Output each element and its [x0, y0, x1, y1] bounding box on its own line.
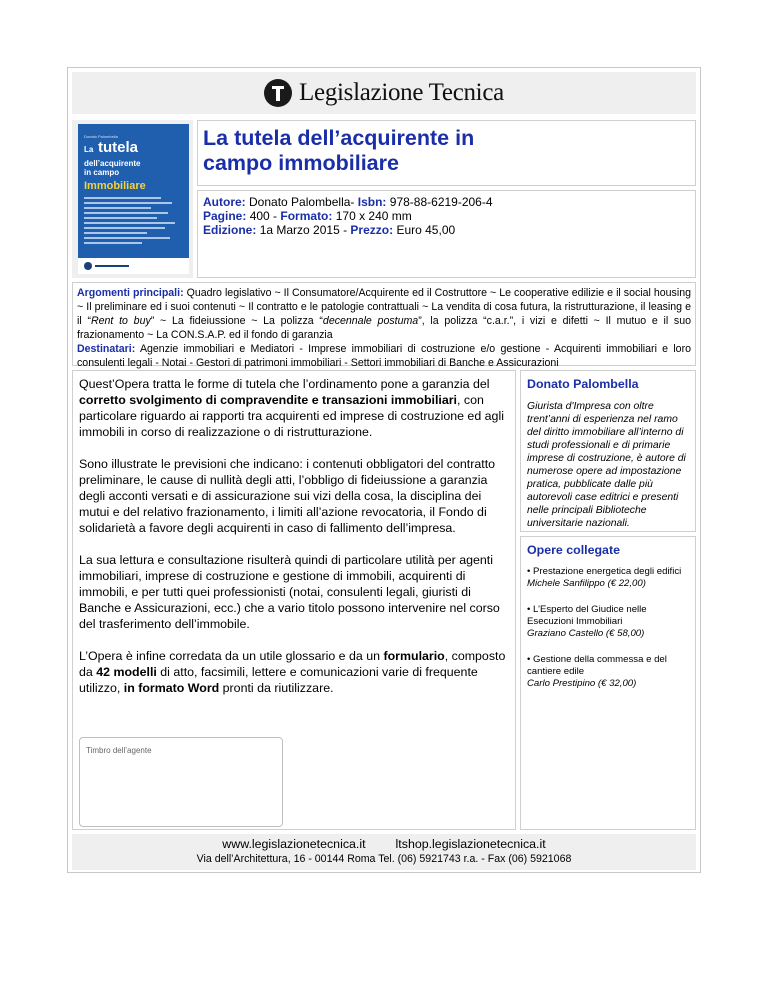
description-box [72, 370, 516, 830]
cover-publisher-band [78, 258, 189, 274]
footer [72, 834, 696, 870]
cover-cell [72, 120, 193, 278]
footer-urls [72, 837, 696, 852]
meta-price: Euro 45,00 [396, 223, 456, 237]
agent-stamp-label: Timbro dell’agente [86, 746, 152, 755]
related-heading: Opere collegate [527, 543, 620, 557]
book-cover-image [78, 124, 189, 274]
cover-title-tutela: tutela [98, 139, 139, 156]
agent-stamp-area [79, 737, 283, 827]
cover-contents-lines [84, 197, 180, 247]
description-paragraph-2: Sono illustrate le previsioni che indicano: i contenuti obbligatori del contratto preliminare, le cause di nullità degli atti, l’obbligo di fideiussione a garanzia degli acconti versati e di assicurazione sui vizi della cosa, la disciplina dei mutui e del relativo frazionamento, i limiti all’azione revocatoria, il Fondo di solidarietà a favore degli acquirenti in caso di fallimento dell’impresa. [79, 457, 496, 535]
author-bio: Giurista d'Impresa con oltre trent’anni di esperienza nel ramo del diritto immobiliare all’interno di studi professionali e di primarie imprese di costruzione, è autore di numerose opere ad impostazione pratica, pubblicate dalle più autorevoli case editrici e presenti nelle principali Biblioteche universitarie nazionali. [527, 401, 686, 529]
meta-line-3: Edizione: 1a Marzo 2015 - Prezzo: Euro 45,00 [203, 223, 456, 237]
related-item: • Gestione della commessa e del cantiere edile Carlo Prestipino (€ 32,00) [527, 654, 667, 689]
meta-edition: 1a Marzo 2015 - [259, 223, 348, 237]
meta-line-1: Autore: Donato Palombella- Isbn: 978-88-6219-206-4 [203, 195, 493, 209]
cover-title-immobiliare: Immobiliare [84, 180, 146, 192]
header-logo-row [72, 72, 696, 114]
book-meta [197, 190, 696, 278]
book-title: La tutela dell’acquirente in campo immobiliare [203, 126, 475, 175]
recipients-paragraph: Destinatari: Agenzie immobiliari e Mediatori - Imprese immobiliari di costruzione e/o gestione - Acquirenti immobiliari e loro consulenti legali - Notai - Gestori di patrimoni immobiliari - Settori immobiliari di Banche e Assicurazioni [77, 343, 691, 369]
meta-author: Donato Palombella- [249, 195, 355, 209]
footer-url-shop[interactable]: ltshop.legislazionetecnica.it [395, 837, 546, 851]
meta-pages: 400 - [249, 209, 278, 223]
meta-isbn: 978-88-6219-206-4 [389, 195, 493, 209]
publisher-logo-icon [264, 79, 292, 107]
cover-title-sub: dell’acquirente in campo [84, 159, 141, 177]
related-works-box [520, 536, 696, 830]
author-heading: Donato Palombella [527, 377, 639, 391]
related-item: • Prestazione energetica degli edifici Michele Sanfilippo (€ 22,00) [527, 566, 682, 589]
topics-paragraph: Argomenti principali: Quadro legislativo ~ Il Consumatore/Acquirente ed il Costruttore ~ Le cooperative edilizie e il social housing ~ Il preliminare ed i suoi contenuti ~ Il contratto e le patologie contrattuali ~ La vendita di cosa futura, la ristrutturazione, il leasing e il “Rent to buy” ~ La fideiussione ~ La polizza “decennale postuma”, la polizza “c.a.r.”, i vizi e difetti ~ Il mutuo e il suo frazionamento ~ La CON.S.A.P. ed il fondo di garanzia [77, 287, 692, 341]
related-item: • L’Esperto del Giudice nelle Esecuzioni Immobiliari Graziano Castello (€ 58,00) [527, 604, 647, 639]
author-box [520, 370, 696, 532]
description-paragraph-3: La sua lettura e consultazione risulterà quindi di particolare utilità per agenti immobiliari, imprese di costruzione e gestione di immobili, acquirenti di immobili, e per tutti quei professionisti (notai, consulenti legali, giuristi di Banche e Assicurazioni, ecc.) che a vario titolo possono intervenire nel corso del trasferimento dell’immobile. [79, 553, 500, 631]
cover-author: Donato Palombella [84, 134, 118, 139]
flyer-frame [67, 67, 701, 873]
description-paragraph-1: Quest’Opera tratta le forme di tutela che l’ordinamento pone a garanzia del corretto svolgimento di compravendite e transazioni immobiliari, con particolare riguardo ai rapporti tra acquirenti ed imprese di costruzione ed agli immobili in corso di realizzazione o di ristrutturazione. [79, 377, 504, 439]
footer-url-main[interactable]: www.legislazionetecnica.it [222, 837, 366, 851]
meta-line-2: Pagine: 400 - Formato: 170 x 240 mm [203, 209, 412, 223]
footer-address: Via dell’Architettura, 16 - 00144 Roma Tel. (06) 5921743 r.a. - Fax (06) 5921068 [196, 853, 572, 865]
publisher-logo-text: Legislazione Tecnica [299, 79, 504, 106]
meta-format: 170 x 240 mm [335, 209, 412, 223]
topics-box [72, 282, 696, 369]
cover-title-la: La [84, 145, 94, 154]
description-paragraph-4: L’Opera è infine corredata da un utile glossario e da un formulario, composto da 42 modelli di atto, facsimili, lettere e comunicazioni varie di frequente utilizzo, in formato Word pronti da riutilizzare. [79, 649, 506, 695]
title-box [197, 120, 696, 186]
